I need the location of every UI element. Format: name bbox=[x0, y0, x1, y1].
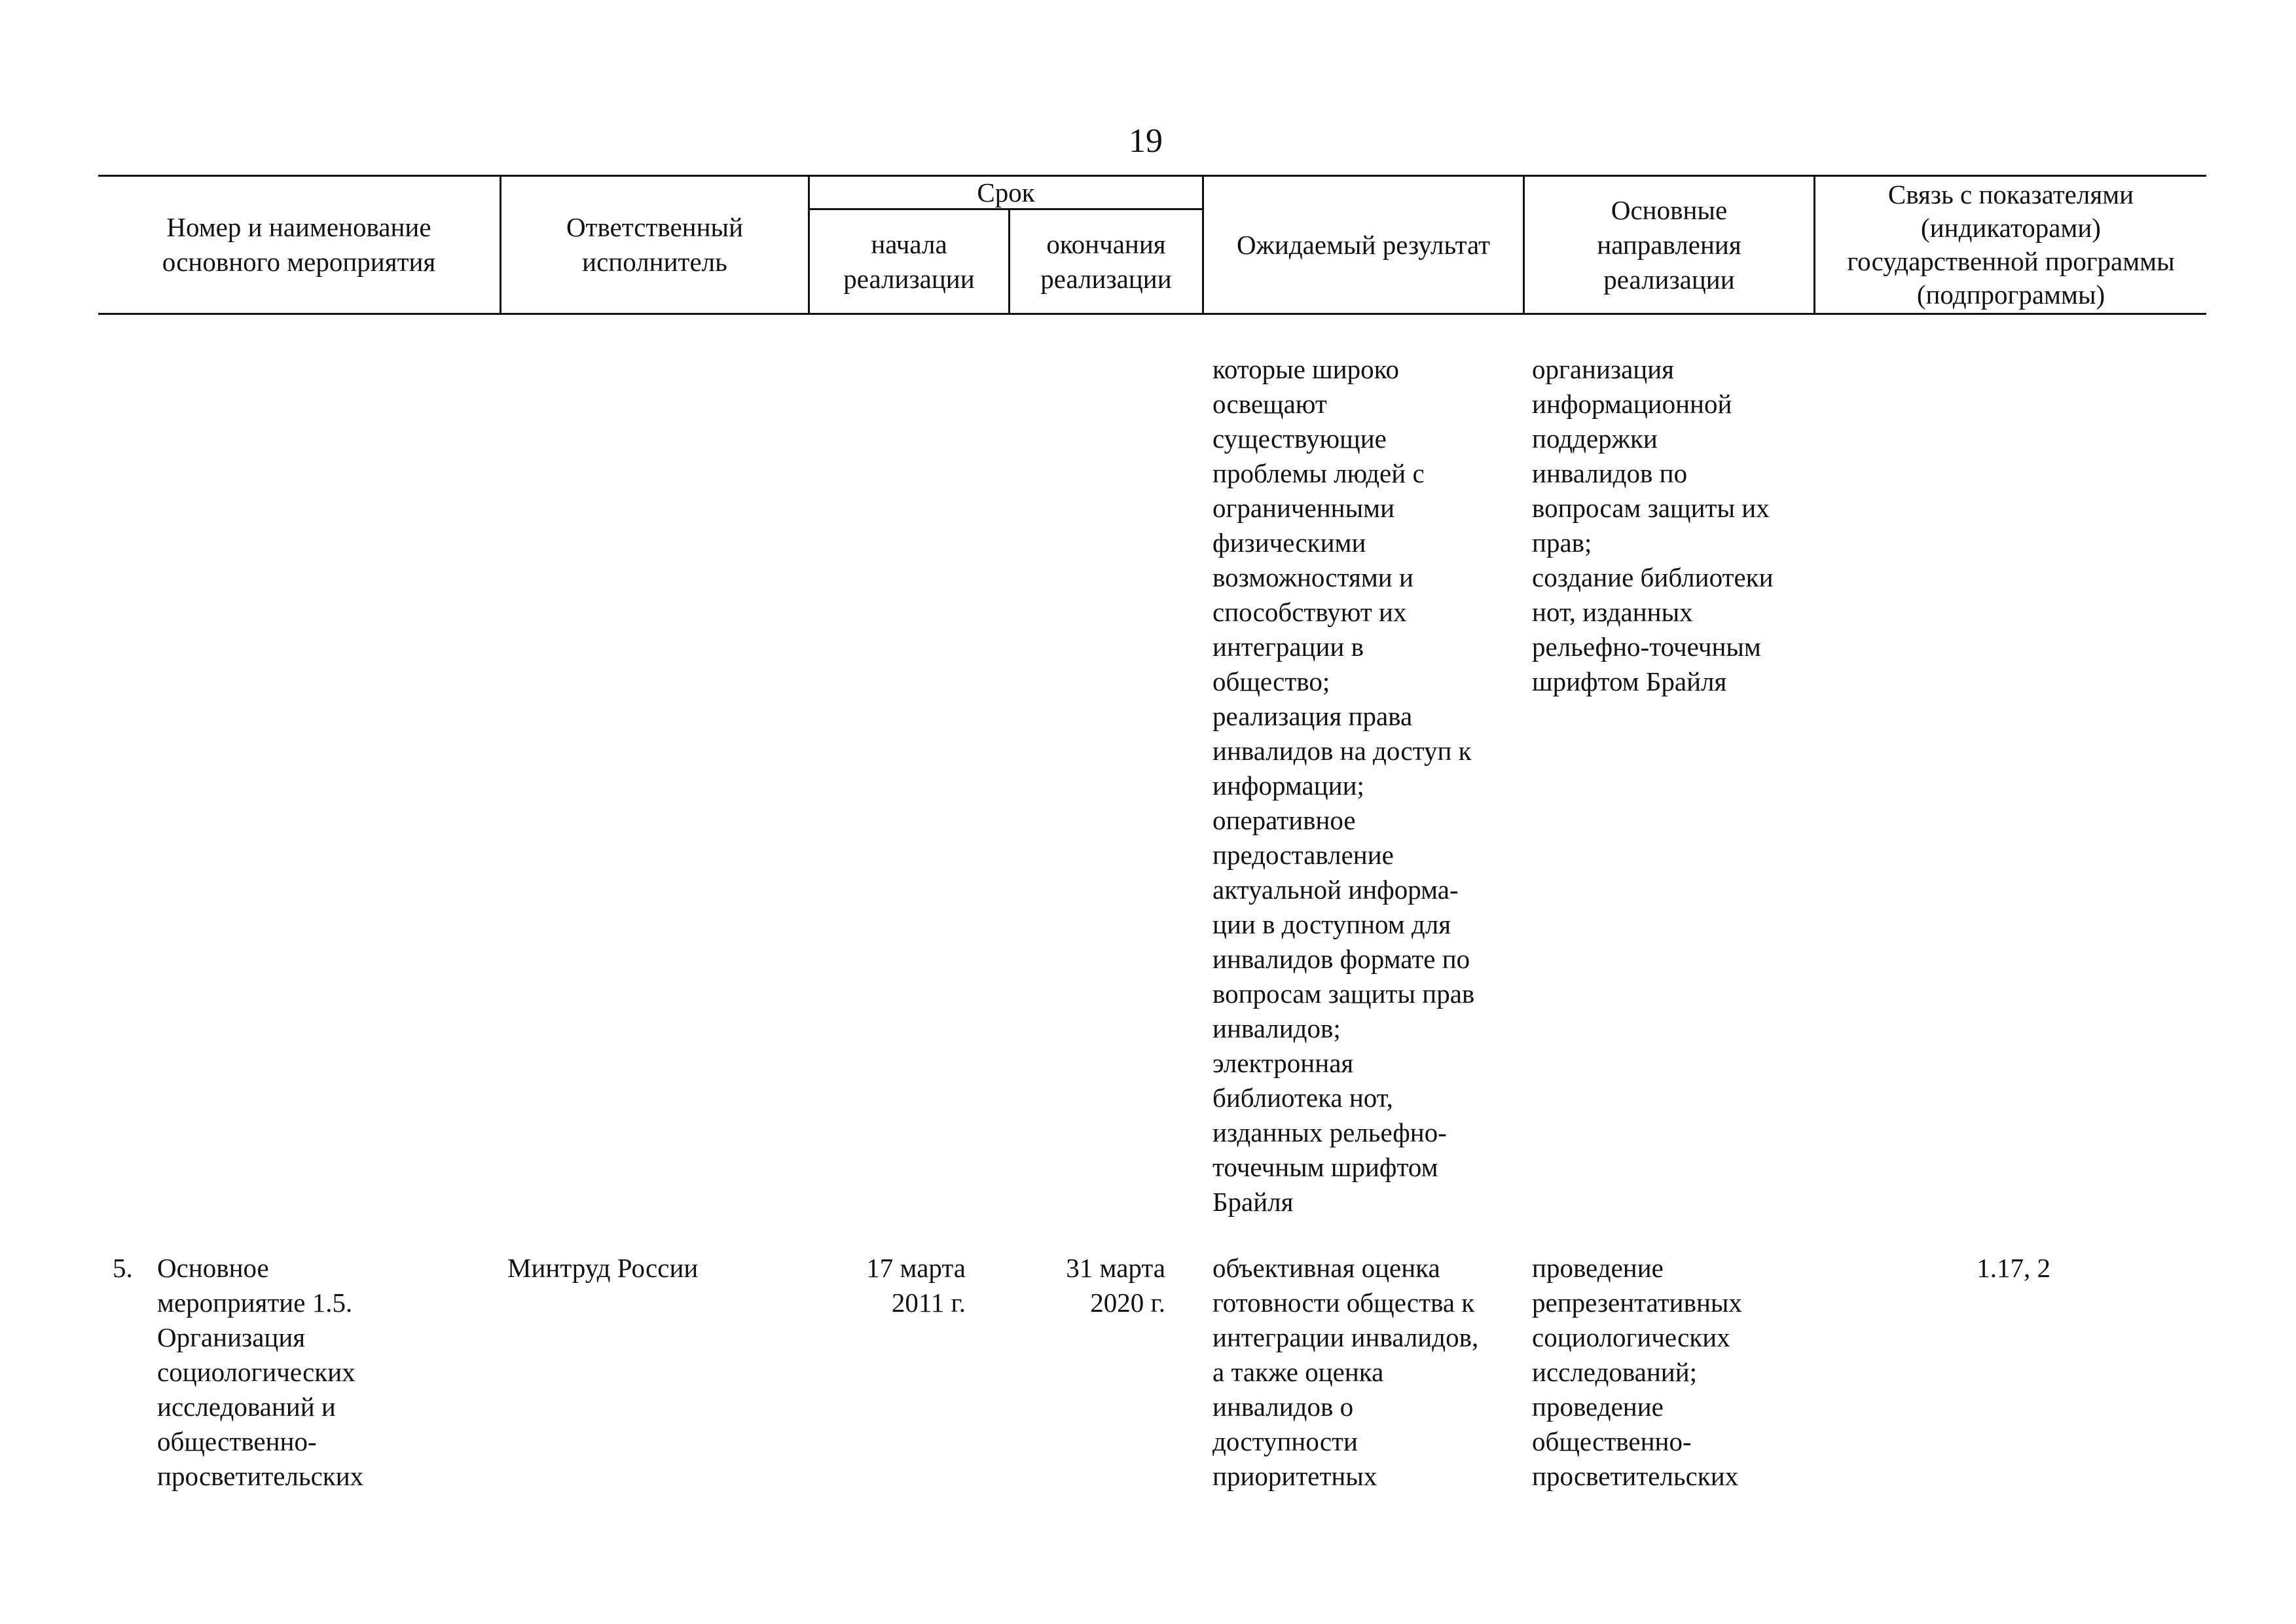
header-col-result: Ожидаемый результат bbox=[1236, 229, 1491, 260]
header-col-directions: Основные направления реализации bbox=[1597, 194, 1741, 295]
row-number: 5. bbox=[113, 1253, 133, 1283]
row-directions: проведение репрезентативных социологических исследований; проведение общественно- просветительских bbox=[1532, 1253, 1742, 1491]
header-srok: Срок bbox=[977, 177, 1035, 208]
row-name: Основное мероприятие 1.5. Организация социологических исследований и общественно- просветительских bbox=[157, 1253, 364, 1491]
row-end: 31 марта 2020 г. bbox=[1066, 1253, 1165, 1318]
header-col-start: начала реализации bbox=[843, 228, 975, 294]
header-col-name: Номер и наименование основного мероприятия bbox=[162, 212, 436, 277]
row-indicators: 1.17, 2 bbox=[1977, 1253, 2050, 1283]
row-result: объективная оценка готовности общества к интеграции инвалидов, а также оценка инвалидов о доступности приоритетных bbox=[1212, 1253, 1479, 1491]
header-col-end: окончания реализации bbox=[1040, 228, 1172, 294]
row-result: которые широко освещают существующие проблемы людей с ограниченными физическими возможностями и способствуют их интеграции в общество; реализация права инвалидов на доступ к информации; оперативное предоставление актуальной информа- ции в доступном для инвалидов формате по вопросам защиты прав инвалидов; электронная библиотека нот, изданных рельефно- точечным шрифтом Брайля bbox=[1212, 354, 1475, 1217]
header-col-executor: Ответственный исполнитель bbox=[566, 212, 744, 277]
row-executor: Минтруд России bbox=[507, 1253, 699, 1283]
header-col-indicators: Связь с показателями (индикаторами) государственной программы (подпрограммы) bbox=[1847, 179, 2175, 310]
page-number: 19 bbox=[1129, 122, 1163, 160]
row-directions: организация информационной поддержки инвалидов по вопросам защиты их прав; создание библиотеки нот, изданных рельефно-точечным шрифтом Брайля bbox=[1532, 354, 1774, 696]
row-start: 17 марта 2011 г. bbox=[866, 1253, 966, 1318]
